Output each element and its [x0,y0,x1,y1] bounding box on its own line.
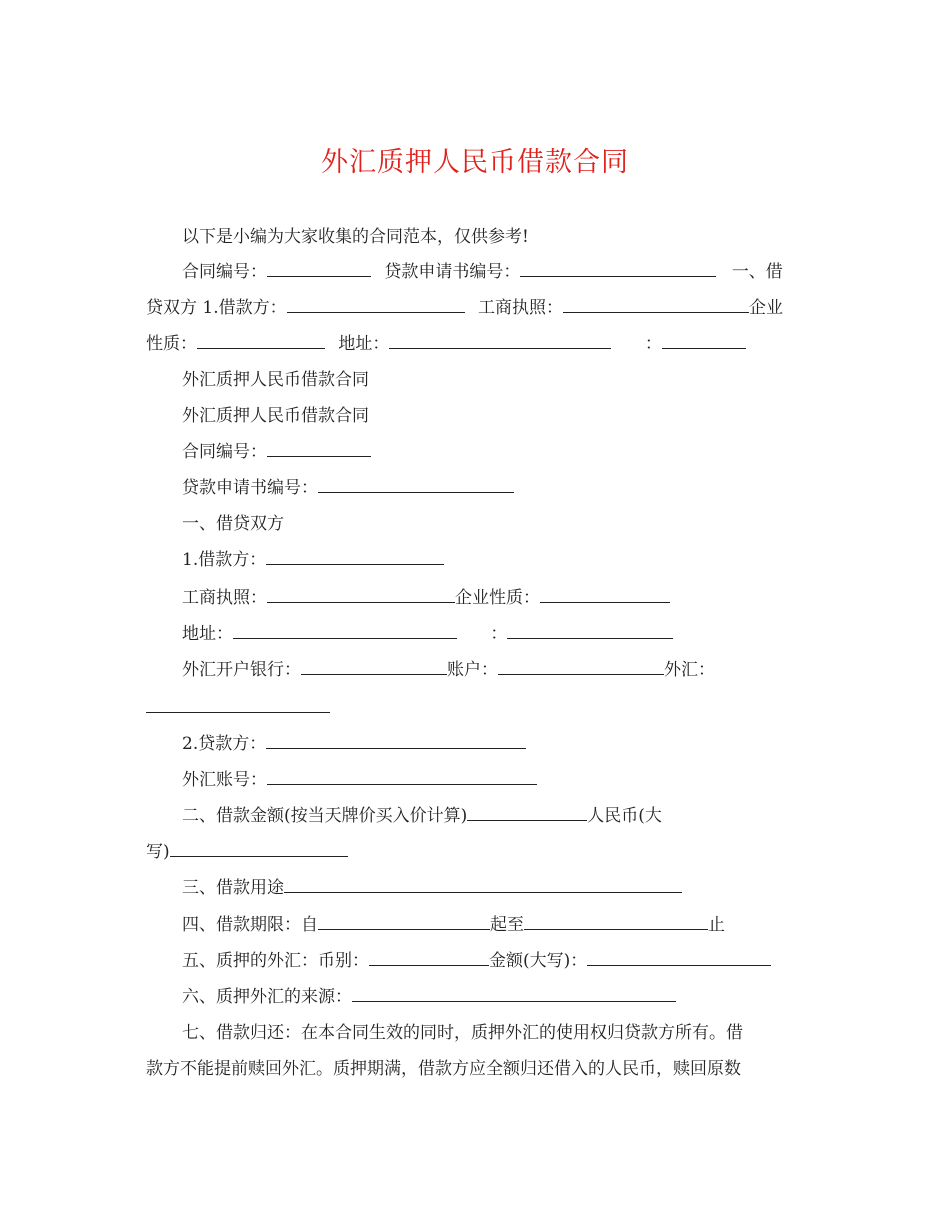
repeat-title-1: 外汇质押人民币借款合同 [182,370,369,390]
borrower-blank[interactable] [287,298,465,313]
enterprise-blank[interactable] [197,334,325,349]
contract-no-label: 合同编号： [182,262,267,282]
license-blank[interactable] [563,298,749,313]
colon-field-label: ： [490,624,508,644]
fx-account-blank[interactable] [267,770,537,785]
intro-text: 以下是小编为大家收集的合同范本，仅供参考! [182,227,529,247]
summary-line-2 [146,297,783,319]
document-title: 外汇质押人民币借款合同 [321,147,629,178]
parties-heading-end: 贷双方 [146,298,197,318]
account-label: 账户： [447,660,498,680]
lender-label: 2.贷款方： [182,734,267,754]
pledge-amount-blank[interactable] [587,951,771,966]
purpose-row [182,877,682,899]
fx-bank-label: 外汇开户银行： [182,660,301,680]
fx-blank-row [146,697,330,719]
pledge-currency-blank[interactable] [369,951,489,966]
term-mid-label: 起至 [490,915,524,935]
contract-no-row [182,441,371,463]
fx-bank-row [182,659,715,681]
term-row [182,914,725,936]
amount-end-label: 写) [146,842,170,862]
address-row [182,623,673,645]
parties-heading: 一、借贷双方 [182,514,284,534]
address-field-label: 地址： [182,624,233,644]
purpose-label: 三、借款用途 [182,878,284,898]
enterprise-start: 企业 [749,298,784,318]
address-field-blank[interactable] [233,624,457,639]
pledge-row [182,950,771,972]
colon-label: ： [644,334,662,354]
license-row [182,587,670,609]
address-blank[interactable] [389,334,611,349]
enterprise-end: 性质： [146,334,197,354]
parties-heading-start: 一、借 [731,262,783,282]
fx-blank[interactable] [146,698,330,713]
enterprise-field-label: 企业性质： [455,588,540,608]
amount-rmb-blank[interactable] [170,842,348,857]
borrower-label: 1.借款方： [202,298,287,318]
amount-row-2 [146,841,348,863]
application-no-blank[interactable] [520,262,716,277]
enterprise-field-blank[interactable] [540,588,670,603]
account-blank[interactable] [498,660,664,675]
application-no-field-label: 贷款申请书编号： [182,478,318,498]
pledge-currency-label: 五、质押的外汇：币别： [182,951,369,971]
contract-no-field-blank[interactable] [267,442,371,457]
fx-account-row [182,769,537,791]
amount-label: 二、借款金额(按当天牌价买入价计算) [182,806,468,826]
colon-field-blank[interactable] [507,624,673,639]
pledge-source-row [182,986,676,1008]
application-no-row [182,477,514,499]
repay-line-1: 七、借款归还：在本合同生效的同时，质押外汇的使用权归贷款方所有。借 [182,1023,743,1043]
contract-no-field-label: 合同编号： [182,442,267,462]
repeat-title-2: 外汇质押人民币借款合同 [182,406,369,426]
term-end-label: 止 [708,915,725,935]
term-start-blank[interactable] [318,915,490,930]
lender-row [182,733,526,755]
license-label: 工商执照： [478,298,564,318]
summary-line-3 [146,333,746,355]
contract-no-blank[interactable] [267,262,371,277]
amount-blank[interactable] [467,806,587,821]
term-start-label: 四、借款期限：自 [182,915,318,935]
application-no-field-blank[interactable] [318,478,514,493]
borrower-field-blank[interactable] [266,550,444,565]
fx-label: 外汇： [664,660,715,680]
borrower-row [182,549,444,571]
borrower-field-label: 1.借款方： [182,550,267,570]
address-label: 地址： [338,334,390,354]
pledge-amount-label: 金额(大写)： [489,951,588,971]
fx-account-label: 外汇账号： [182,770,267,790]
license-field-blank[interactable] [267,588,455,603]
fx-bank-blank[interactable] [301,660,447,675]
amount-row [182,805,662,827]
summary-line-1 [182,261,783,283]
license-field-label: 工商执照： [182,588,267,608]
application-no-label: 贷款申请书编号： [384,262,521,282]
lender-blank[interactable] [266,734,526,749]
pledge-source-blank[interactable] [352,987,676,1002]
purpose-blank[interactable] [284,878,682,893]
amount-rmb-label: 人民币(大 [587,806,662,826]
term-end-blank[interactable] [524,915,708,930]
repay-line-2: 款方不能提前赎回外汇。质押期满，借款方应全额归还借入的人民币，赎回原数 [146,1059,741,1079]
pledge-source-label: 六、质押外汇的来源： [182,987,352,1007]
colon-blank[interactable] [662,334,746,349]
